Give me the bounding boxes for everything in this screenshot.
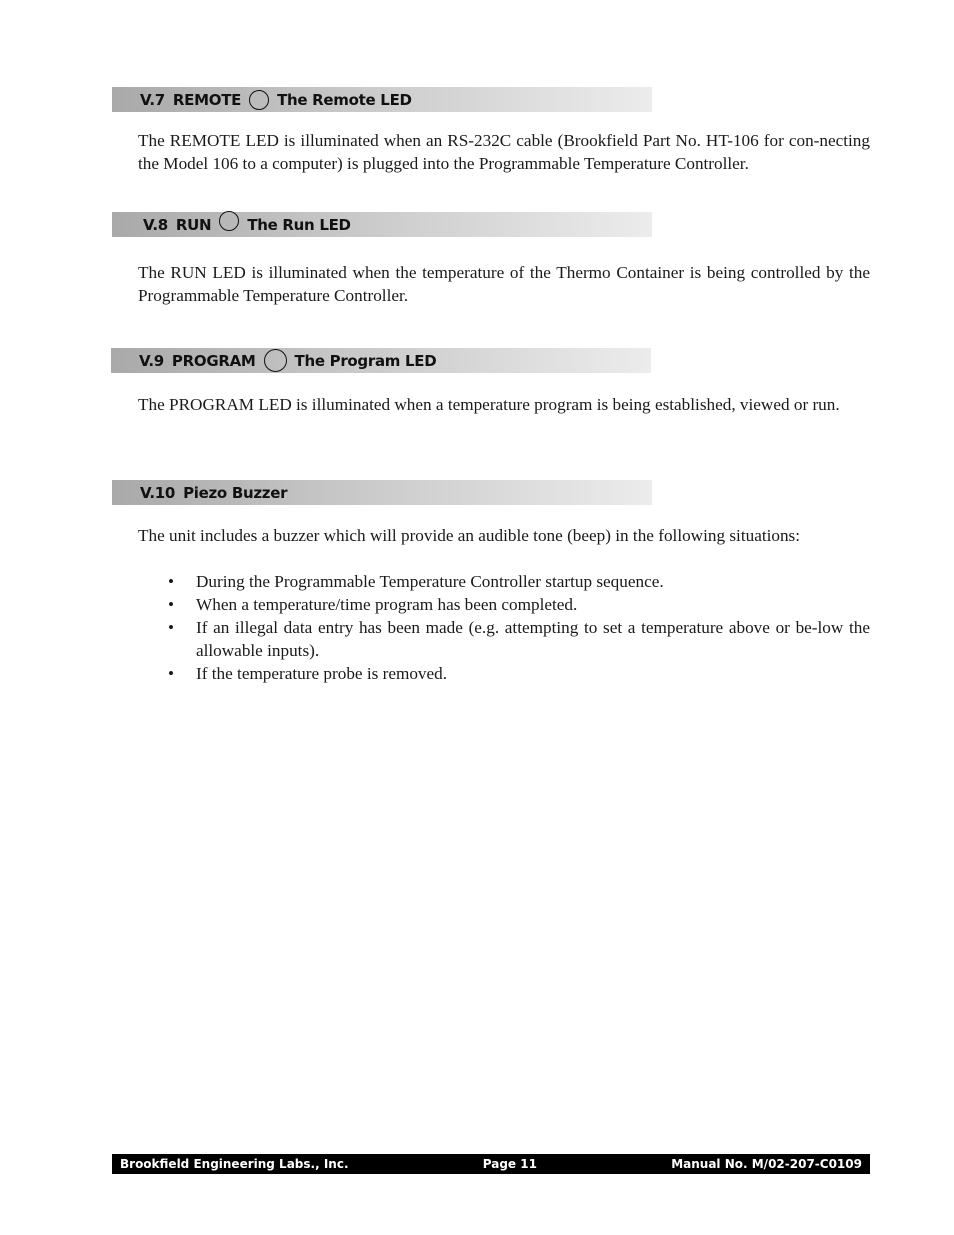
section-body-v7: The REMOTE LED is illuminated when an RS-232C cable (Brookfield Part No. HT-106 for con-necting the Model 106 to a computer) is plugged into the Programmable Temperature Controller. — [138, 131, 870, 173]
list-item: • When a temperature/time program has been completed. — [168, 595, 578, 614]
section-keyword: PROGRAM — [171, 351, 256, 370]
section-title: The Remote LED — [277, 90, 412, 109]
footer-page-number: Page 11 — [482, 1157, 537, 1171]
bullet-icon: • — [168, 595, 175, 614]
section-header-v7 — [112, 87, 652, 112]
bullet-icon: • — [168, 618, 175, 637]
led-circle-icon — [249, 90, 269, 110]
bullet-icon: • — [168, 664, 175, 683]
led-circle-icon — [219, 211, 239, 231]
page-footer — [112, 1154, 870, 1174]
section-body-v9: The PROGRAM LED is illuminated when a temperature program is being established, viewed or run. — [138, 395, 840, 414]
section-title: The Run LED — [247, 215, 351, 234]
section-keyword: REMOTE — [172, 90, 242, 109]
section-body-v10: The unit includes a buzzer which will provide an audible tone (beep) in the following situations: — [138, 526, 801, 545]
section-number: V.7 — [140, 90, 165, 109]
section-keyword: RUN — [175, 215, 212, 234]
section-body-v8: The RUN LED is illuminated when the temperature of the Thermo Container is being controlled by the Programmable Temperature Controller. — [138, 263, 870, 305]
section-number: V.8 — [143, 215, 168, 234]
led-circle-icon — [264, 349, 287, 372]
bullet-icon: • — [168, 572, 175, 591]
footer-manual-number: Manual No. M/02-207-C0109 — [671, 1157, 862, 1171]
section-header-v8 — [112, 212, 652, 237]
section-title: Piezo Buzzer — [183, 483, 288, 502]
bullet-list — [138, 570, 870, 685]
list-item: • During the Programmable Temperature Controller startup sequence. — [168, 572, 664, 591]
list-item: • If an illegal data entry has been made (e.g. attempting to set a temperature above or be-low the allowable inputs). — [168, 618, 870, 660]
footer-company: Brookfield Engineering Labs., Inc. — [120, 1157, 349, 1171]
list-item: • If the temperature probe is removed. — [168, 664, 448, 683]
section-header-v9 — [111, 348, 651, 373]
section-number: V.9 — [139, 351, 164, 370]
section-header-v10 — [112, 480, 652, 505]
section-number: V.10 — [140, 483, 176, 502]
section-title: The Program LED — [294, 351, 437, 370]
